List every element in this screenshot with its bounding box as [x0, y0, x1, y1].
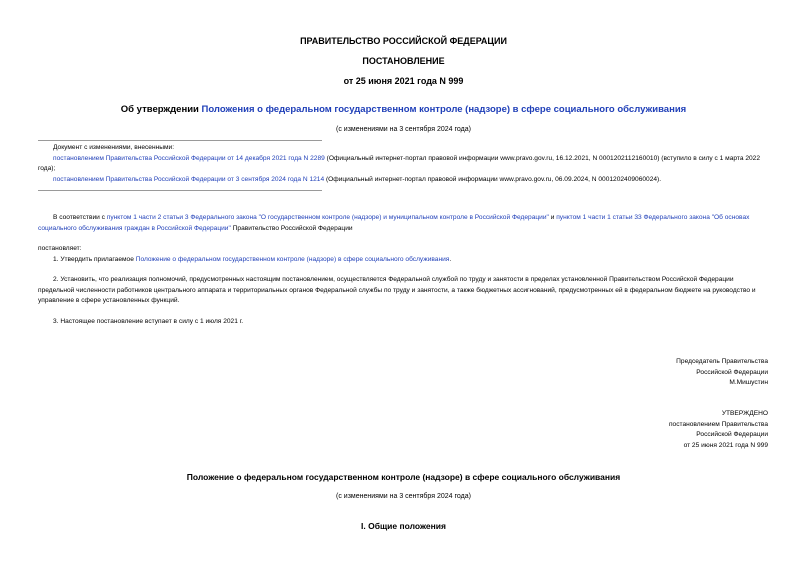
regulation-edition: (с изменениями на 3 сентября 2024 года): [336, 493, 471, 500]
changes-block: [38, 143, 768, 185]
changes-bottom-divider: [38, 190, 322, 191]
title-prefix: Об утверждении: [120, 104, 202, 115]
document-type: ПОСТАНОВЛЕНИЕ: [362, 56, 445, 66]
decree-point-2: 2. Установить, что реализация полномочий, предусмотренных настоящим постановлением, осуществляется Федеральной службой по труду и занятости в пределах установленной Правительством Российской Федерации предельной численности работников центрального аппарата и территориальных органов Федеральной службы по труду и занятости, а также бюджетных ассигнований, предусмотренных ей в федеральном бюджете на руководство и управление в сфере установленных функций.: [38, 276, 756, 304]
decree-point-3: 3. Настоящее постановление вступает в силу с 1 июля 2021 г.: [53, 318, 244, 325]
change-item-2: постановлением Правительства Российской Федерации от 3 сентября 2024 года N 1214 (Официальный интернет-портал правовой информации www.pravo.gov.ru, 06.09.2024, N 0001202409060024).: [53, 175, 662, 183]
edition-note: (с изменениями на 3 сентября 2024 года): [336, 126, 471, 133]
preamble-law-link-1[interactable]: пунктом 1 части 2 статьи 3 Федерального закона "О государственном контроле (надзоре) и муниципальном контроле в Российской Федерации": [106, 214, 549, 221]
signature-country: Российской Федерации: [696, 368, 768, 376]
document-date-number: от 25 июня 2021 года N 999: [343, 76, 464, 86]
decree-point-1-link[interactable]: Положение о федеральном государственном контроле (надзоре) в сфере социального обслуживания: [135, 256, 450, 263]
preamble-law-link-2[interactable]: пунктом 1 части 1 статьи 33 Федерального закона "Об основах социального обслуживания граждан в Российской Федерации": [38, 214, 750, 232]
change-item-1-link[interactable]: постановлением Правительства Российской Федерации от 14 декабря 2021 года N 2289: [53, 154, 325, 162]
document-title: [0, 104, 807, 115]
approval-by: постановлением Правительства: [668, 420, 768, 428]
preamble: В соответствии с пунктом 1 части 2 статьи 3 Федерального закона "О государственном контроле (надзоре) и муниципальном контроле в Российской Федерации" и пунктом 1 части 1 статьи 33 Федерального закона "Об основах социального обслуживания граждан в Российской Федерации" Правительство Российской Федерации: [38, 214, 750, 232]
section-heading: I. Общие положения: [361, 521, 446, 531]
decree-point-1: 1. Утвердить прилагаемое Положение о федеральном государственном контроле (надзоре) в сфере социального обслуживания.: [53, 256, 452, 263]
regulation-title: Положение о федеральном государственном контроле (надзоре) в сфере социального обслуживания: [186, 472, 621, 482]
decree-word: постановляет:: [38, 245, 82, 252]
changes-intro: Документ с изменениями, внесенными:: [53, 144, 175, 151]
changes-top-divider: [38, 140, 322, 141]
government-name: ПРАВИТЕЛЬСТВО РОССИЙСКОЙ ФЕДЕРАЦИИ: [300, 36, 507, 46]
change-item-1: постановлением Правительства Российской Федерации от 14 декабря 2021 года N 2289 (Официальный интернет-портал правовой информации www.pravo.gov.ru, 16.12.2021, N 0001202112160010) (вступило в силу с 1 марта 2022 года);: [38, 154, 761, 172]
approval-stamp: УТВЕРЖДЕНО: [721, 410, 768, 417]
signature-title: Председатель Правительства: [676, 358, 768, 365]
signature-name: М.Мишустин: [729, 379, 768, 386]
signature-block: [468, 357, 768, 389]
approval-country: Российской Федерации: [696, 431, 768, 438]
change-item-2-link[interactable]: постановлением Правительства Российской Федерации от 3 сентября 2024 года N 1214: [53, 175, 325, 183]
title-regulation-link[interactable]: Положения о федеральном государственном контроле (надзоре) в сфере социального обслуживания: [201, 104, 687, 115]
approval-date: от 25 июня 2021 года N 999: [683, 441, 768, 449]
approval-block: [468, 409, 768, 451]
